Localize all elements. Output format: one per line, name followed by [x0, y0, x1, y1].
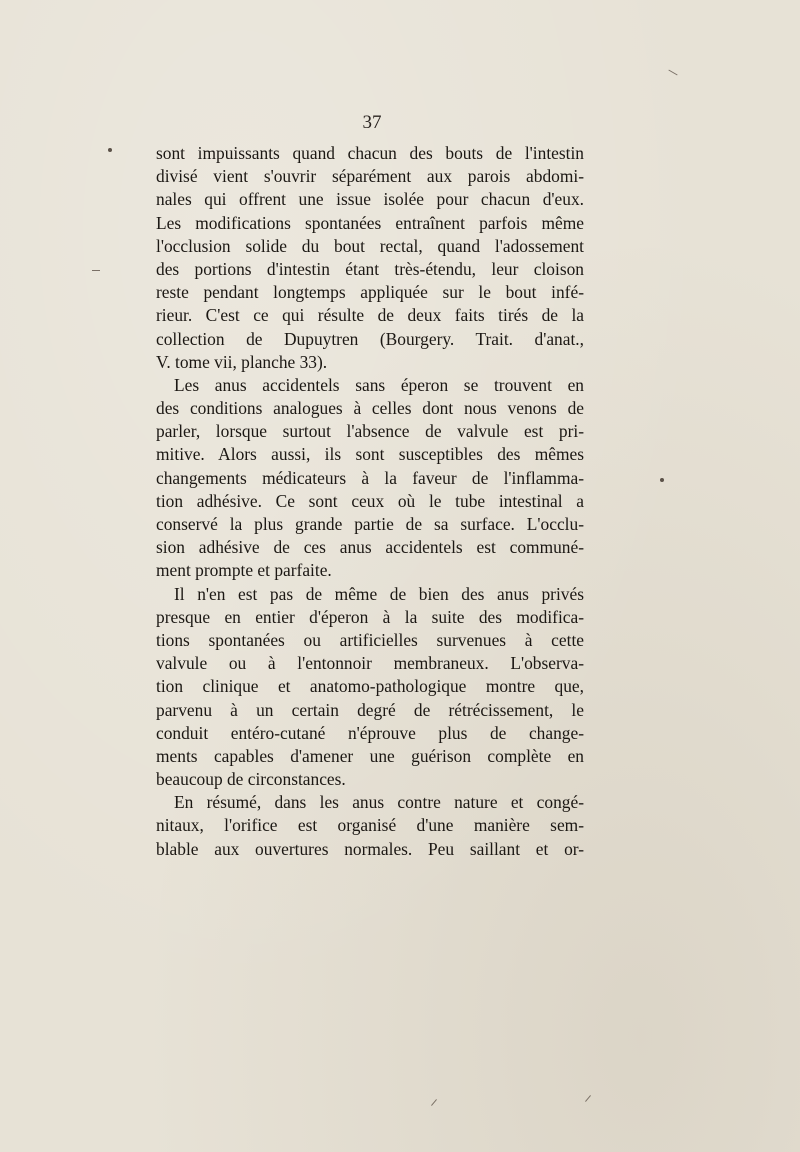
text-line: V. tome vii, planche 33).: [156, 351, 328, 372]
text-line: changements médicateurs à la faveur de l'inflamma-: [156, 467, 584, 488]
text-line: Les modifications spontanées entraînent parfois même: [156, 212, 584, 233]
text-line: parvenu à un certain degré de rétrécissement, le: [156, 699, 584, 720]
text-line: En résumé, dans les anus contre nature et congé-: [174, 792, 584, 813]
text-line: Il n'en est pas de même de bien des anus privés: [174, 583, 584, 604]
text-line: sont impuissants quand chacun des bouts de l'intestin: [156, 143, 584, 163]
page-number: 37: [362, 112, 382, 133]
text-line: sion adhésive de ces anus accidentels est communé-: [156, 537, 584, 558]
paper-mark: [668, 70, 677, 76]
paper-mark: [92, 270, 100, 271]
body-text: [156, 142, 584, 861]
text-line: conservé la plus grande partie de sa surface. L'occlu-: [156, 514, 584, 534]
text-line: blable aux ouvertures normales. Peu saillant et or-: [156, 838, 584, 859]
text-line: beaucoup de circonstances.: [156, 769, 346, 790]
text-line: presque en entier d'éperon à la suite des modifica-: [156, 606, 584, 627]
text-line: valvule ou à l'entonnoir membraneux. L'observa-: [156, 653, 584, 674]
text-line: Les anus accidentels sans éperon se trouvent en: [174, 374, 584, 395]
text-line: des portions d'intestin étant très-étendu, leur cloison: [156, 258, 584, 279]
paper-mark: [431, 1099, 437, 1106]
text-line: ment prompte et parfaite.: [156, 560, 332, 581]
text-line: parler, lorsque surtout l'absence de valvule est pri-: [156, 421, 584, 442]
text-line: nitaux, l'orifice est organisé d'une manière sem-: [156, 815, 584, 836]
text-line: rieur. C'est ce qui résulte de deux faits tirés de la: [156, 305, 584, 326]
text-line: divisé vient s'ouvrir séparément aux parois abdomi-: [156, 166, 584, 187]
text-line: des conditions analogues à celles dont nous venons de: [156, 398, 584, 419]
text-line: nales qui offrent une issue isolée pour chacun d'eux.: [156, 189, 584, 210]
text-line: tion adhésive. Ce sont ceux où le tube intestinal a: [156, 490, 584, 511]
text-line: tion clinique et anatomo-pathologique montre que,: [156, 676, 584, 697]
paper-speck: [108, 148, 112, 152]
text-line: conduit entéro-cutané n'éprouve plus de change-: [156, 722, 584, 743]
text-line: mitive. Alors aussi, ils sont susceptibles des mêmes: [156, 444, 584, 465]
text-line: tions spontanées ou artificielles survenues à cette: [156, 629, 584, 650]
text-line: l'occlusion solide du bout rectal, quand l'adossement: [156, 235, 584, 256]
paper-speck: [660, 478, 664, 482]
text-line: ments capables d'amener une guérison complète en: [156, 745, 584, 766]
paper-mark: [585, 1095, 591, 1102]
text-line: reste pendant longtemps appliquée sur le bout infé-: [156, 282, 584, 303]
text-line: collection de Dupuytren (Bourgery. Trait. d'anat.,: [156, 328, 584, 349]
